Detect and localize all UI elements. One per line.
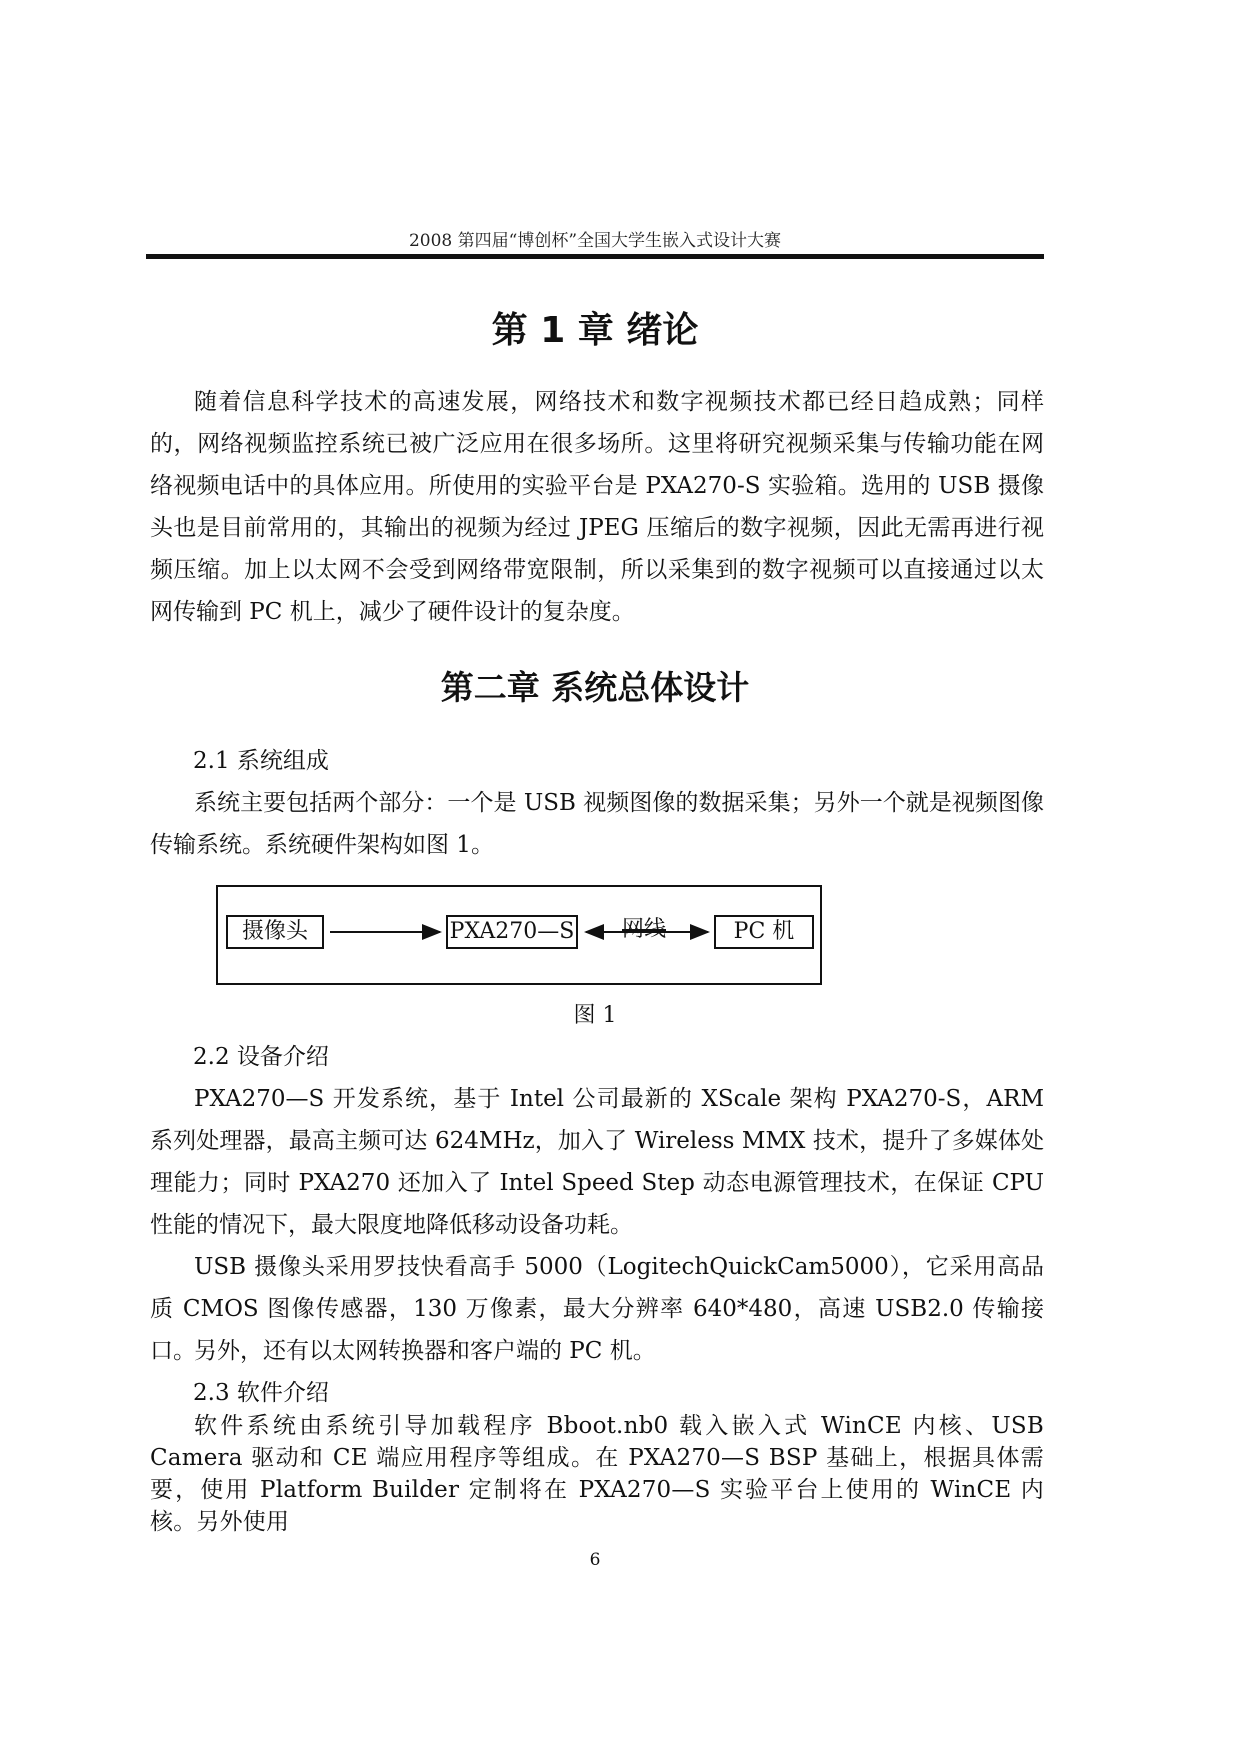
section-2-1-paragraph: 系统主要包括两个部分：一个是 USB 视频图像的数据采集；另外一个就是视频图像传输系统。系统硬件架构如图 1。 [150, 790, 1044, 858]
network-cable-label: 网线 [622, 917, 667, 942]
pc-box: PC 机 [714, 915, 814, 949]
camera-box: 摄像头 [226, 915, 324, 949]
chapter-2-title: 第二章 系统总体设计 [440, 668, 750, 707]
section-2-3-paragraph: 软件系统由系统引导加载程序 Bboot.nb0 载入嵌入式 WinCE 内核、USB Camera 驱动和 CE 端应用程序等组成。在 PXA270—S BSP 基础上，根据具体需要，使用 Platform Builder 定制将在 PXA270—S 实验平台上使用的 WinCE 内核。另外使用 [150, 1413, 1044, 1535]
hardware-architecture-diagram [216, 885, 822, 985]
header-rule [146, 254, 1044, 259]
section-2-3-heading: 2.3 软件介绍 [193, 1380, 329, 1406]
section-2-2-paragraph-3: 另外，还有以太网转换器和客户端的 PC 机。 [194, 1338, 656, 1364]
section-2-2-heading: 2.2 设备介绍 [193, 1044, 329, 1070]
board-box: PXA270—S [446, 915, 578, 949]
page-number: 6 [589, 1550, 601, 1570]
chapter-1-paragraph: 随着信息科学技术的高速发展，网络技术和数字视频技术都已经日趋成熟；同样的，网络视频监控系统已被广泛应用在很多场所。这里将研究视频采集与传输功能在网络视频电话中的具体应用。所使用的实验平台是 PXA270-S 实验箱。选用的 USB 摄像头也是目前常用的，其输出的视频为经过 JPEG 压缩后的数字视频，因此无需再进行视频压缩。加上以太网不会受到网络带宽限制，所以采集到的数字视频可以直接通过以太网传输到 PC 机上，减少了硬件设计的复杂度。 [150, 389, 1044, 625]
section-2-2-paragraph-1: PXA270—S 开发系统，基于 Intel 公司最新的 XScale 架构 PXA270-S，ARM 系列处理器，最高主频可达 624MHz，加入了 Wireless MMX 技术，提升了多媒体处理能力；同时 PXA270 还加入了 Intel Speed Step 动态电源管理技术，在保证 CPU 性能的情况下，最大限度地降低移动设备功耗。 [150, 1086, 1044, 1238]
figure-caption: 图 1 [573, 1003, 617, 1028]
chapter-1-title: 第 1 章 绪论 [491, 310, 699, 351]
page-header: 2008 第四届“博创杯”全国大学生嵌入式设计大赛 [408, 231, 782, 251]
section-2-1-heading: 2.1 系统组成 [193, 748, 329, 774]
section-2-2-paragraph-2: USB 摄像头采用罗技快看高手 5000（LogitechQuickCam5000），它采用高品质 CMOS 图像传感器，130 万像素，最大分辨率 640*480，高速 USB2.0 传输接口。 [150, 1254, 1044, 1364]
